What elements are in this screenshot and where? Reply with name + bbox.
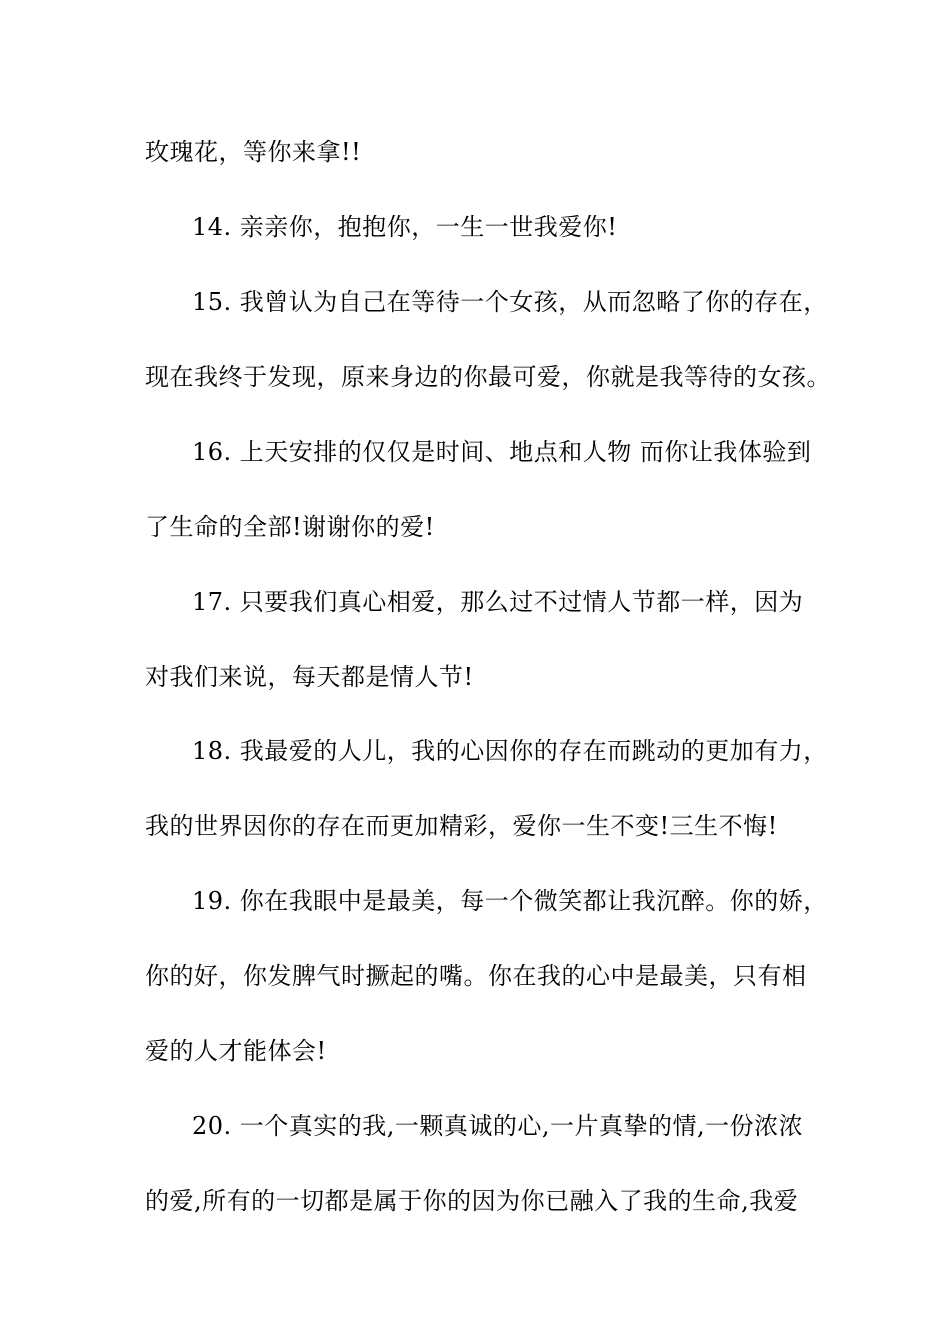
text-line: 的爱,所有的一切都是属于你的因为你已融入了我的生命,我爱 — [145, 1187, 799, 1215]
list-item-17: 17. 只要我们真心相爱，那么过不过情人节都一样，因为 — [192, 588, 804, 616]
text-line: 现在我终于发现，原来身边的你最可爱，你就是我等待的女孩。 — [145, 363, 831, 391]
list-item-18: 18. 我最爱的人儿，我的心因你的存在而跳动的更加有力， — [192, 737, 828, 765]
text-line: 爱的人才能体会! — [145, 1037, 327, 1065]
text-line: 你的好，你发脾气时撅起的嘴。你在我的心中是最美，只有相 — [145, 962, 807, 990]
list-item-19: 19. 你在我眼中是最美，每一个微笑都让我沉醉。你的娇， — [192, 887, 828, 915]
text-line: 了生命的全部!谢谢你的爱! — [145, 513, 435, 541]
text-line: 玫瑰花，等你来拿!! — [145, 138, 362, 166]
list-item-14: 14. 亲亲你，抱抱你，一生一世我爱你! — [192, 213, 618, 241]
list-item-16: 16. 上天安排的仅仅是时间、地点和人物 而你让我体验到 — [192, 438, 812, 466]
list-item-20: 20. 一个真实的我,一颗真诚的心,一片真挚的情,一份浓浓 — [192, 1112, 804, 1140]
text-line: 我的世界因你的存在而更加精彩，爱你一生不变!三生不悔! — [145, 812, 778, 840]
text-line: 对我们来说，每天都是情人节! — [145, 663, 474, 691]
list-item-15: 15. 我曾认为自己在等待一个女孩，从而忽略了你的存在， — [192, 288, 828, 316]
